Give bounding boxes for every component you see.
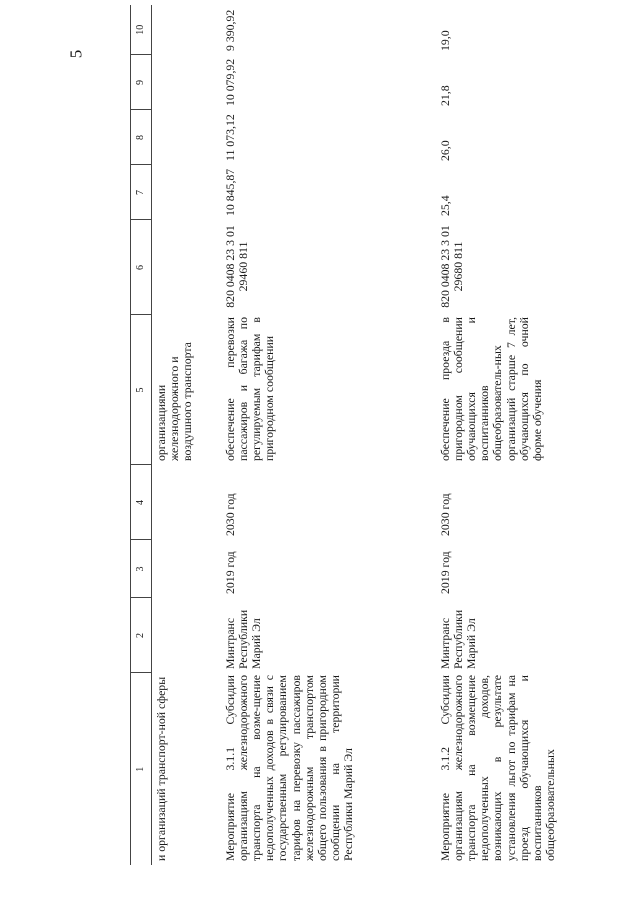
page-number: 5 — [66, 49, 86, 59]
executor-cell: Минтранс Республики Марий Эл — [437, 609, 478, 669]
start-year-cell: 2019 год — [437, 551, 452, 594]
start-year-cell — [152, 540, 220, 598]
result-cell: обеспечение перевозки пассажиров и багажа по регулируемым тарифам в пригородном сообщении — [222, 317, 277, 461]
executor-cell — [152, 598, 220, 673]
value-cell: 26,0 — [437, 140, 452, 161]
budget-code-cell: 820 0408 23 3 01 29680 811 — [437, 225, 465, 308]
start-year-cell: 2019 год — [222, 551, 237, 594]
table-row — [220, 5, 435, 865]
column-number-row — [131, 5, 152, 865]
table-row — [435, 5, 620, 865]
column-header: 8 — [131, 110, 152, 165]
value-cell: 19,0 — [437, 30, 452, 51]
column-header: 4 — [131, 465, 152, 540]
column-header: 1 — [131, 673, 152, 865]
measure-cell: Мероприятие 3.1.1 Субсидии организациям железнодорожного транспорта на возме-щение недополученных доходов в связи с государственным регулированием тарифов на перевозку пассажиров железнодорожным транспортом общего пользования в пригородном сообщении на территории Республики Марий Эл — [222, 675, 356, 861]
table-row — [152, 5, 220, 865]
budget-code-cell: 820 0408 23 3 01 29460 811 — [222, 225, 250, 308]
rotated-page — [130, 5, 630, 865]
budget-code-cell — [152, 220, 220, 315]
measure-cell: Мероприятие 3.1.2 Субсидии организациям железнодорожного транспорта на возмещение недополученных доходов, возникающих в результате установления льгот по тарифам на проезд обучающихся и воспитанников общеобразовательных — [437, 675, 558, 861]
program-table — [130, 5, 620, 865]
column-header: 10 — [131, 5, 152, 55]
value-cell — [152, 165, 220, 220]
value-cell: 10 845,87 — [222, 168, 237, 216]
value-cell — [152, 110, 220, 165]
value-cell: 9 390,92 — [222, 9, 237, 51]
value-cell — [152, 5, 220, 55]
value-cell: 21,8 — [437, 85, 452, 106]
end-year-cell: 2030 год — [437, 493, 452, 536]
value-cell: 11 073,12 — [222, 114, 237, 161]
column-header: 5 — [131, 315, 152, 465]
measure-cell: и организаций транспорт-ной сферы — [154, 676, 168, 861]
result-cell: организациями железнодорожного и воздушного транспорта — [154, 342, 195, 461]
column-header: 2 — [131, 598, 152, 673]
result-cell: обеспечение проезда в пригородном сообщении обучающихся и воспитанников общеобразователь-ных организаций старше 7 лет, обучающихся по очной форме обучения — [437, 317, 544, 461]
value-cell: 10 079,92 — [222, 58, 237, 106]
end-year-cell: 2030 год — [222, 493, 237, 536]
end-year-cell — [152, 465, 220, 540]
value-cell — [152, 55, 220, 110]
value-cell: 25,4 — [437, 195, 452, 216]
column-header: 6 — [131, 220, 152, 315]
column-header: 7 — [131, 165, 152, 220]
executor-cell: Минтранс Республики Марий Эл — [222, 609, 263, 669]
column-header: 3 — [131, 540, 152, 598]
column-header: 9 — [131, 55, 152, 110]
